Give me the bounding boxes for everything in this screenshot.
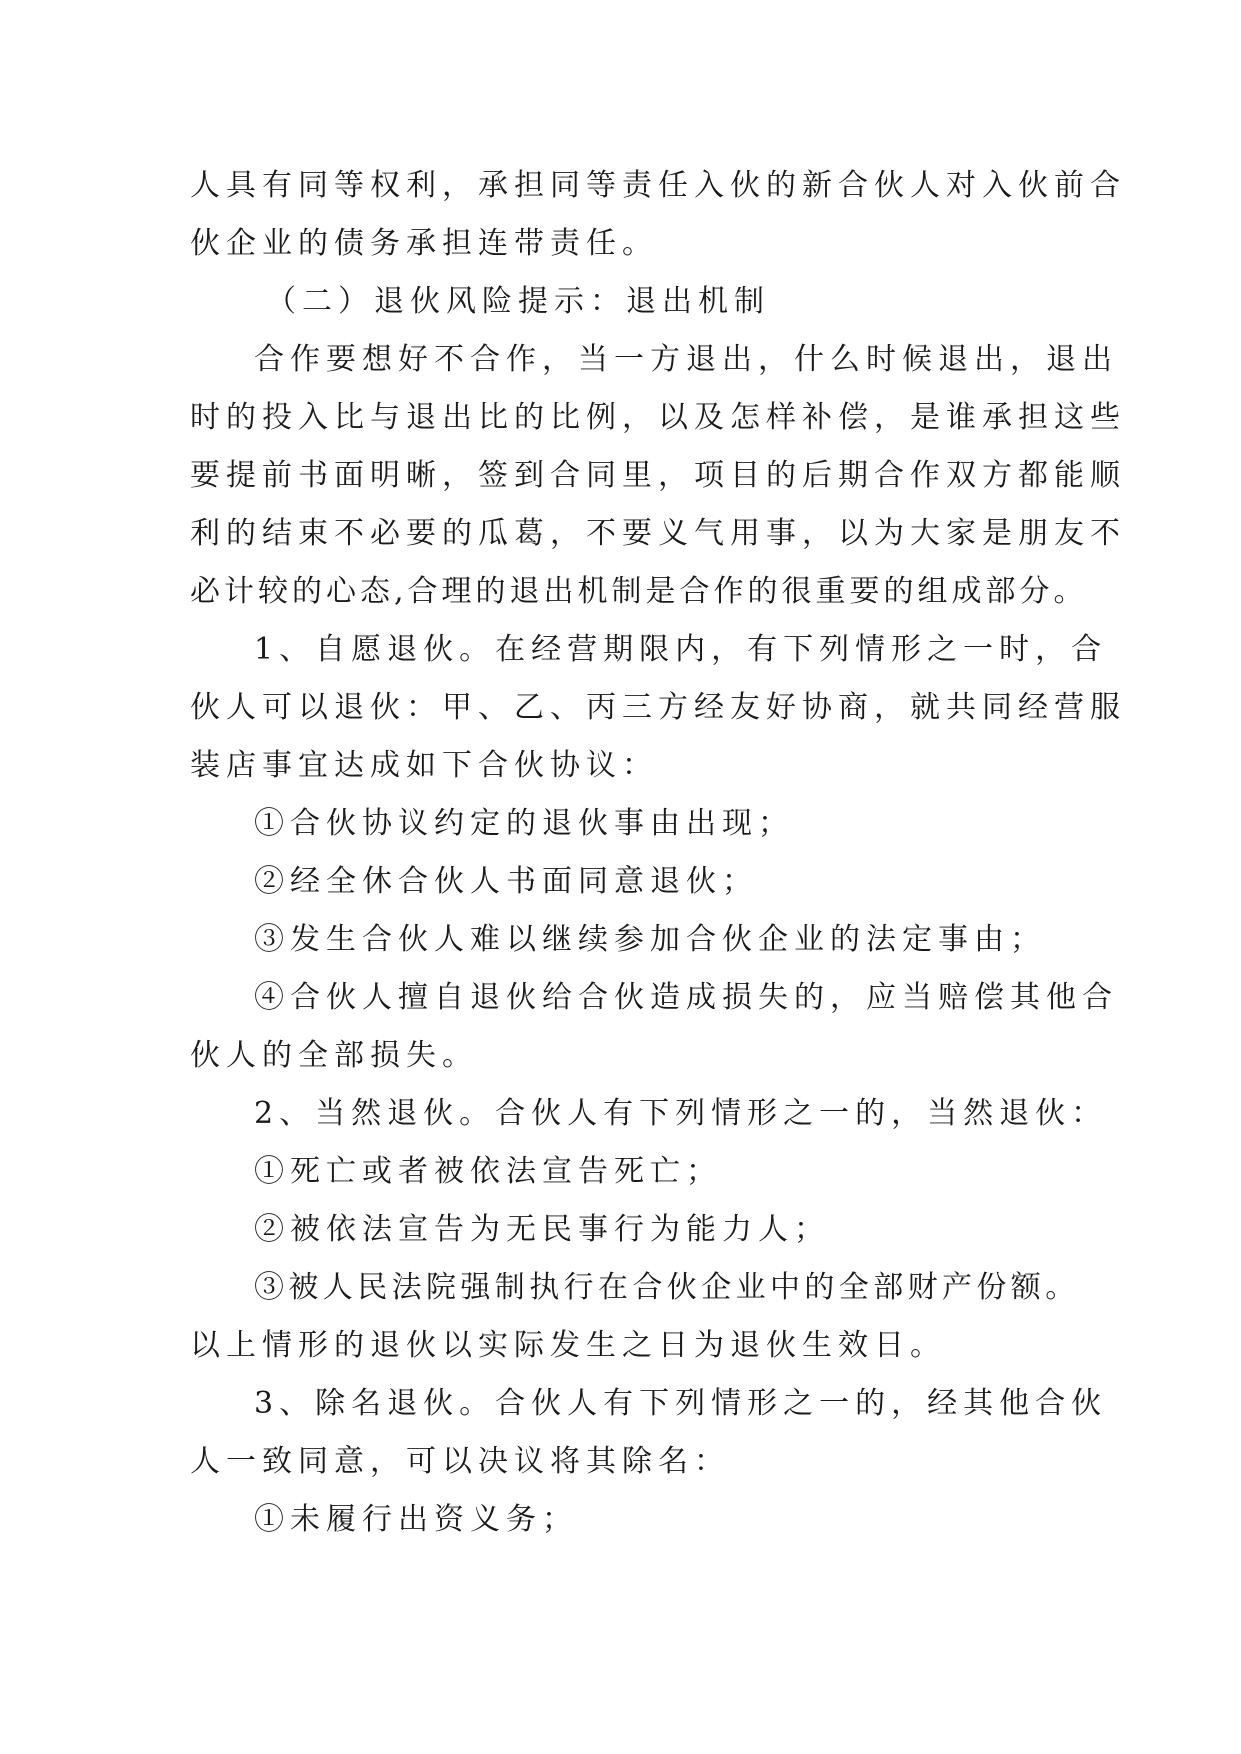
list-item: ②被依法宣告为无民事行为能力人；: [254, 1212, 830, 1247]
list-item: ④合伙人擅自退伙给合伙造成损失的，应当赔偿其他合: [254, 980, 1118, 1015]
text-line: 伙人的全部损失。: [190, 1038, 478, 1073]
text-line: 伙企业的债务承担连带责任。: [190, 226, 658, 261]
list-item: ③被人民法院强制执行在合伙企业中的全部财产份额。: [254, 1270, 1080, 1305]
text-line: 2、当然退伙。合伙人有下列情形之一的，当然退伙：: [254, 1096, 1108, 1131]
list-item: ①死亡或者被依法宣告死亡；: [254, 1154, 722, 1189]
text-line: 人一致同意，可以决议将其除名：: [190, 1444, 730, 1479]
text-line: 伙人可以退伙：甲、乙、丙三方经友好协商，就共同经营服: [190, 690, 1126, 725]
section-heading: （二）退伙风险提示：退出机制: [266, 284, 770, 319]
text-line: 以上情形的退伙以实际发生之日为退伙生效日。: [190, 1328, 946, 1363]
list-item: ①合伙协议约定的退伙事由出现；: [254, 806, 794, 841]
list-item: ②经全休合伙人书面同意退伙；: [254, 864, 758, 899]
text-line: 1、自愿退伙。在经营期限内，有下列情形之一时，合: [254, 632, 1108, 667]
list-item: ③发生合伙人难以继续参加合伙企业的法定事由；: [254, 922, 1046, 957]
text-line: 时的投入比与退出比的比例，以及怎样补偿，是谁承担这些: [190, 400, 1126, 435]
text-line: 人具有同等权利，承担同等责任入伙的新合伙人对入伙前合: [190, 168, 1126, 203]
list-item: ①未履行出资义务；: [254, 1502, 578, 1537]
text-line: 装店事宜达成如下合伙协议：: [190, 748, 658, 783]
text-line: 3、除名退伙。合伙人有下列情形之一的，经其他合伙: [254, 1386, 1108, 1421]
text-line: 要提前书面明晰，签到合同里，项目的后期合作双方都能顺: [190, 458, 1126, 493]
text-line: 合作要想好不合作，当一方退出，什么时候退出，退出: [254, 342, 1118, 377]
text-line: 必计较的心态,合理的退出机制是合作的很重要的组成部分。: [190, 574, 1088, 609]
text-line: 利的结束不必要的瓜葛，不要义气用事，以为大家是朋友不: [190, 516, 1126, 551]
